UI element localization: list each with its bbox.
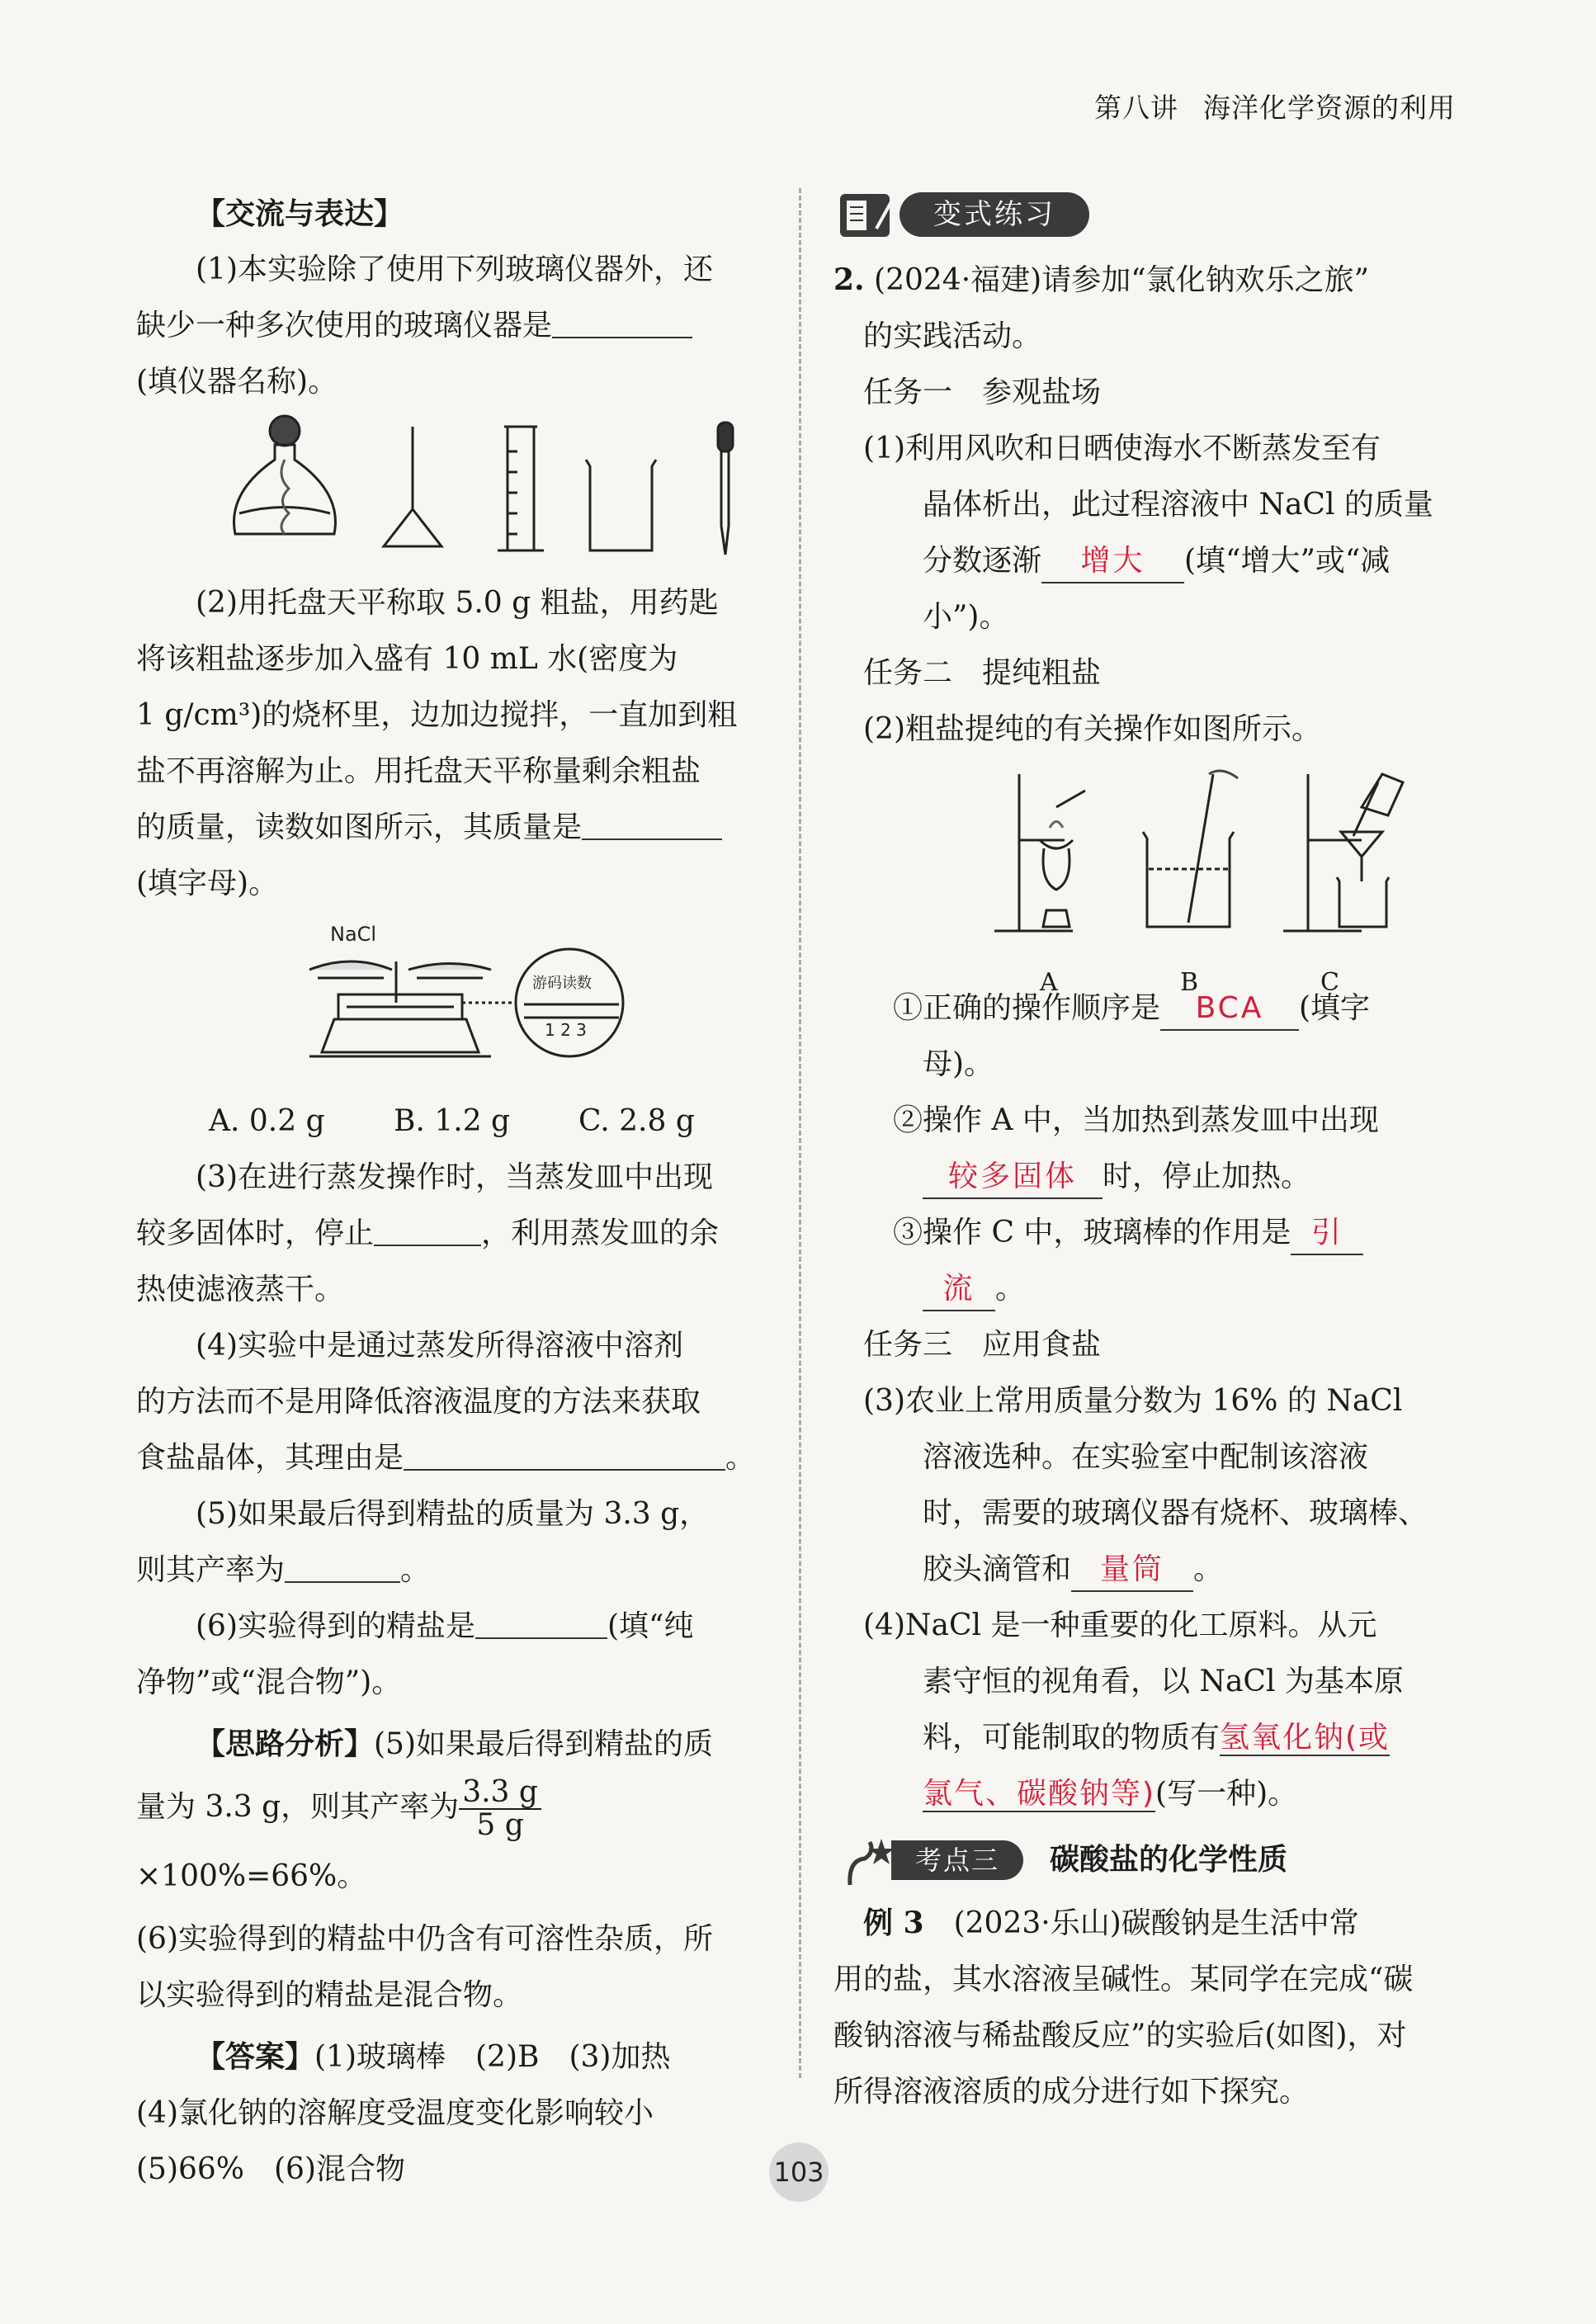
q2-line: 盐不再溶解为止。用托盘天平称量剩余粗盐 [136,754,701,788]
dissolving-apparatus-icon [1143,771,1238,927]
answer-line: (4)氯化钠的溶解度受温度变化影响较小 [136,2096,654,2130]
practice-tag-label: 变式练习 [900,192,1089,237]
balance-figure [136,912,763,1094]
analysis-line: 【思路分析】(5)如果最后得到精盐的质 [196,1726,714,1761]
step-1-line: 母)。 [923,1047,994,1081]
task-3-heading: 任务三 应用食盐 [863,1328,1102,1362]
q2-line: (2)用托盘天平称取 5.0 g 粗盐，用药匙 [196,586,719,620]
answer-label: 【答案】 [196,2039,315,2074]
analysis-line: 以实验得到的精盐是混合物。 [136,1978,523,2012]
funnel-icon [384,427,441,546]
beaker-icon [586,460,656,550]
analysis-line: 量为 3.3 g，则其产率为 $\frac{3.3 g}{5 g}$ ×100%=66%。 [136,1773,763,1911]
task-1-line: 小”)。 [923,600,1009,634]
option-b[interactable]: B. 1.2 g [394,1104,511,1138]
analysis-line: (6)实验得到的精盐中仍含有可溶性杂质，所 [136,1922,713,1956]
q3-line: 热使滤液蒸干。 [136,1273,345,1306]
separatory-funnel-icon [234,416,336,534]
option-list [136,1094,763,1150]
step-3-line: 流 。 [833,1261,1469,1317]
q1-line: (填仪器名称)。 [136,365,338,399]
q2-intro: 的实践活动。 [863,319,1042,353]
rider-reading-label: 游码读数 [532,975,592,992]
answer-fill[interactable]: 增大 [1041,541,1184,583]
answer-line: (5)66% (6)混合物 [136,2152,406,2186]
task-3-line: (3)农业上常用质量分数为 16% 的 NaCl [863,1384,1403,1418]
q6-line: (6)实验得到的精盐是 (填“纯 [136,1599,763,1655]
task-1-heading: 任务一 参观盐场 [863,376,1102,409]
graduated-cylinder-icon [498,427,544,550]
task-4-line: 料，可能制取的物质有氢氧化钠(或 [923,1721,1391,1755]
step-2-line: ②操作 A 中，当加热到蒸发皿中出现 [893,1103,1379,1137]
running-header [1094,87,1456,125]
glassware-figure [136,410,763,575]
example-line: 酸钠溶液与稀盐酸反应”的实验后(如图)，对 [833,2019,1407,2052]
evaporation-apparatus-icon [994,774,1085,931]
key-point-title: 碳酸盐的化学性质 [1050,1843,1288,1877]
balance-nacl-label: NaCl [330,923,377,946]
purification-figure [833,758,1469,997]
question-number: 2. [833,262,865,297]
q1-line: 缺少一种多次使用的玻璃仪器是 [136,298,763,354]
rider-scale: 1 2 3 [545,1020,587,1040]
answer-fill[interactable]: 流 [923,1268,995,1311]
q2-intro: 2. (2024·福建)请参加“氯化钠欢乐之旅” [833,262,1370,297]
answer-blank[interactable] [582,802,722,840]
answer-blank[interactable] [285,1545,400,1583]
example-line: 用的盐，其水溶液呈碱性。某同学在完成“碳 [833,1963,1414,1996]
key-point-banner [833,1827,1469,1892]
figure-label-a: A [1040,968,1058,997]
page-number: 103 [769,2142,829,2202]
q2-line: 将该粗盐逐步加入盛有 10 mL 水(密度为 [136,642,678,676]
right-column [833,186,1469,2120]
q2-line: 1 g/cm³)的烧杯里，边加边搅拌，一直加到粗 [136,698,738,732]
answer-fill[interactable]: 较多固体 [923,1156,1103,1199]
notebook-pen-icon [833,186,908,243]
answer-line: 【答案】(1)玻璃棒 (2)B (3)加热 [196,2039,671,2074]
filtration-apparatus-icon [1283,774,1403,931]
step-3-line: ③操作 C 中，玻璃棒的作用是 引 [833,1205,1469,1261]
step-1-line: ①正确的操作顺序是 BCA (填字 [833,980,1469,1037]
q4-line: 的方法而不是用降低溶液温度的方法来获取 [136,1385,701,1419]
yield-fraction: $\frac{3.3 g}{5 g}$ [459,1777,541,1841]
option-a[interactable]: A. 0.2 g [209,1104,325,1138]
figure-labels [833,966,1469,999]
balance-illustration [136,912,763,1094]
chapter-title: 海洋化学资源的利用 [1203,92,1456,124]
q6-line: 净物”或“混合物”)。 [136,1665,402,1699]
figure-label-b: B [1180,968,1199,997]
figure-label-c: C [1320,968,1339,997]
glassware-illustration [136,410,763,575]
q3-line: 较多固体时，停止 ，利用蒸发皿的余 [136,1206,763,1262]
answer-fill[interactable]: 引 [1291,1212,1363,1255]
q1-line: (1)本实验除了使用下列玻璃仪器外，还 [196,253,713,286]
task-3-line: 溶液选种。在实验室中配制该溶液 [923,1440,1369,1474]
answer-blank[interactable] [374,1208,481,1246]
star-person-icon [833,1827,900,1892]
exchange-title: 【交流与表达】 [196,196,404,231]
answer-fill[interactable]: 氯气、碳酸钠等) [923,1777,1156,1811]
q5-line: (5)如果最后得到精盐的质量为 3.3 g， [196,1497,710,1531]
example-line: 例 3 (2023·乐山)碳酸钠是生活中常 [863,1906,1359,1940]
q4-line: (4)实验中是通过蒸发所得溶液中溶剂 [196,1329,683,1363]
task-1-line: (1)利用风吹和日晒使海水不断蒸发至有 [863,432,1381,465]
answer-blank[interactable] [552,300,692,338]
key-point-tag: 考点三 [891,1840,1023,1880]
dropper-icon [718,423,733,555]
task-3-line: 胶头滴管和 量筒 。 [833,1542,1469,1598]
example-line: 所得溶液溶质的成分进行如下探究。 [833,2075,1310,2109]
q5-line: 则其产率为 。 [136,1542,763,1599]
answer-fill[interactable]: BCA [1160,988,1299,1031]
task-4-line: (4)NaCl 是一种重要的化工原料。从元 [863,1608,1377,1642]
analysis-label: 【思路分析】 [196,1726,375,1761]
chapter-label: 第八讲 [1094,92,1178,124]
task-3-line: 时，需要的玻璃仪器有烧杯、玻璃棒、 [923,1496,1428,1530]
step-2-line: 较多固体 时，停止加热。 [833,1149,1469,1205]
practice-tag [833,186,1469,243]
option-c[interactable]: C. 2.8 g [578,1104,695,1138]
column-divider [799,188,801,2078]
left-column [136,186,763,2198]
q3-line: (3)在进行蒸发操作时，当蒸发皿中出现 [196,1160,713,1194]
answer-blank[interactable] [475,1601,607,1639]
answer-fill[interactable]: 氢氧化钠(或 [1220,1721,1391,1755]
answer-fill[interactable]: 量筒 [1071,1549,1193,1592]
answer-blank[interactable] [404,1433,725,1471]
q2-line: 的质量，读数如图所示，其质量是 [136,800,763,856]
task-2-line: (2)粗盐提纯的有关操作如图所示。 [863,712,1321,746]
task-1-line: 晶体析出，此过程溶液中 NaCl 的质量 [923,488,1433,522]
example-label: 例 3 [863,1906,924,1940]
task-4-line: 氯气、碳酸钠等)(写一种)。 [923,1777,1298,1811]
task-4-line: 素守恒的视角看，以 NaCl 为基本原 [923,1665,1404,1698]
q2-line: (填字母)。 [136,867,279,900]
task-1-line: 分数逐渐 增大 (填“增大”或“减 [833,533,1469,589]
task-2-heading: 任务二 提纯粗盐 [863,656,1102,690]
purification-illustration [833,758,1469,947]
q4-line: 食盐晶体，其理由是 。 [136,1430,763,1486]
